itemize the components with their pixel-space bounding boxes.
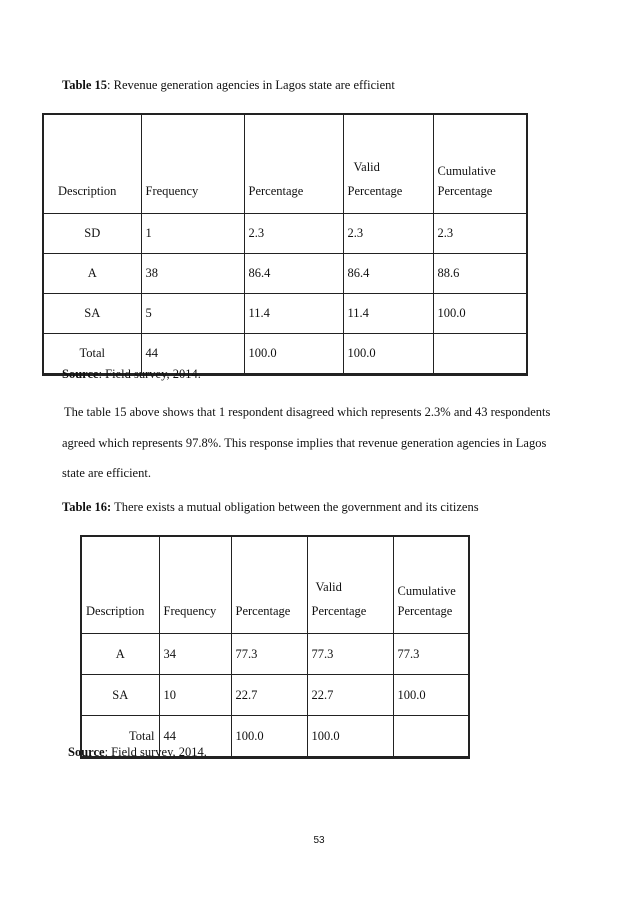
paragraph-line: state are efficient. — [62, 466, 151, 480]
cell-frequency: 44 — [141, 334, 244, 375]
table-row — [43, 294, 527, 334]
table16-header-description: Description — [81, 536, 159, 634]
table16-header-cumulative — [393, 536, 469, 634]
cell-cumulative: 2.3 — [433, 214, 527, 254]
table-row — [43, 214, 527, 254]
cell-frequency: 1 — [141, 214, 244, 254]
table16-header-valid-line1: Valid — [315, 580, 342, 594]
table16-caption — [62, 500, 479, 515]
cell-percentage: 77.3 — [231, 634, 307, 675]
table15-header-valid-line1: Valid — [353, 160, 380, 174]
table15-header-valid-line2: Percentage — [347, 184, 403, 198]
paragraph-line: The table 15 above shows that 1 respondent disagreed which represents 2.3% and 43 respondents — [64, 405, 551, 419]
table15-caption-text: : Revenue generation agencies in Lagos state are efficient — [107, 78, 395, 92]
cell-description: Total — [43, 334, 141, 375]
table16-header-cumulative-line1: Cumulative — [397, 584, 456, 598]
cell-valid: 22.7 — [307, 675, 393, 716]
table15-header-percentage: Percentage — [244, 114, 343, 214]
table-row — [81, 634, 469, 675]
table16-source-label: Source — [68, 745, 105, 759]
cell-percentage: 2.3 — [244, 214, 343, 254]
table15-header-description: Description — [43, 114, 141, 214]
table16-caption-label: Table 16: — [62, 500, 112, 514]
cell-frequency: 10 — [159, 675, 231, 716]
table16-header-cumulative-line2: Percentage — [397, 604, 453, 618]
table15-header-valid — [343, 114, 433, 214]
cell-frequency: 38 — [141, 254, 244, 294]
cell-percentage: 22.7 — [231, 675, 307, 716]
cell-valid: 86.4 — [343, 254, 433, 294]
table15-source-text: : Field survey, 2014. — [98, 367, 201, 381]
page-number: 53 — [313, 835, 325, 846]
cell-percentage: 100.0 — [231, 716, 307, 758]
cell-cumulative — [393, 716, 469, 758]
cell-cumulative: 88.6 — [433, 254, 527, 294]
table15-header-cumulative-line2: Percentage — [437, 184, 493, 198]
cell-valid: 77.3 — [307, 634, 393, 675]
table16-source-text: : Field survey, 2014. — [104, 745, 207, 759]
table15-source — [62, 367, 201, 382]
cell-percentage: 11.4 — [244, 294, 343, 334]
cell-frequency: 34 — [159, 634, 231, 675]
table15-caption — [62, 78, 395, 93]
cell-cumulative: 100.0 — [393, 675, 469, 716]
table16-source — [68, 745, 207, 760]
cell-cumulative: 100.0 — [433, 294, 527, 334]
cell-valid: 100.0 — [307, 716, 393, 758]
table15-source-label: Source — [62, 367, 99, 381]
cell-description: Total — [81, 716, 159, 758]
table-row — [43, 254, 527, 294]
table16 — [80, 535, 470, 759]
table15-header-cumulative-line1: Cumulative — [437, 164, 496, 178]
cell-valid: 100.0 — [343, 334, 433, 375]
table-row — [81, 675, 469, 716]
cell-cumulative — [433, 334, 527, 375]
cell-cumulative: 77.3 — [393, 634, 469, 675]
table15-header-row — [43, 114, 527, 214]
cell-description: A — [81, 634, 159, 675]
paragraph-line: agreed which represents 97.8%. This response implies that revenue generation agencies in Lagos — [62, 435, 547, 450]
table16-header-percentage: Percentage — [231, 536, 307, 634]
table16-caption-text: There exists a mutual obligation between the government and its citizens — [111, 500, 479, 514]
table15-header-cumulative — [433, 114, 527, 214]
table16-header-valid-line2: Percentage — [311, 604, 367, 618]
table15-caption-label: Table 15 — [62, 78, 108, 92]
cell-description: SD — [43, 214, 141, 254]
cell-percentage: 100.0 — [244, 334, 343, 375]
cell-frequency: 44 — [159, 716, 231, 758]
table16-header-valid — [307, 536, 393, 634]
cell-frequency: 5 — [141, 294, 244, 334]
cell-valid: 11.4 — [343, 294, 433, 334]
cell-description: A — [43, 254, 141, 294]
table16-header-row — [81, 536, 469, 634]
body-paragraph — [62, 397, 576, 489]
cell-valid: 2.3 — [343, 214, 433, 254]
cell-percentage: 86.4 — [244, 254, 343, 294]
cell-description: SA — [43, 294, 141, 334]
table15-header-frequency: Frequency — [141, 114, 244, 214]
cell-description: SA — [81, 675, 159, 716]
table16-header-frequency: Frequency — [159, 536, 231, 634]
table15 — [42, 113, 528, 376]
